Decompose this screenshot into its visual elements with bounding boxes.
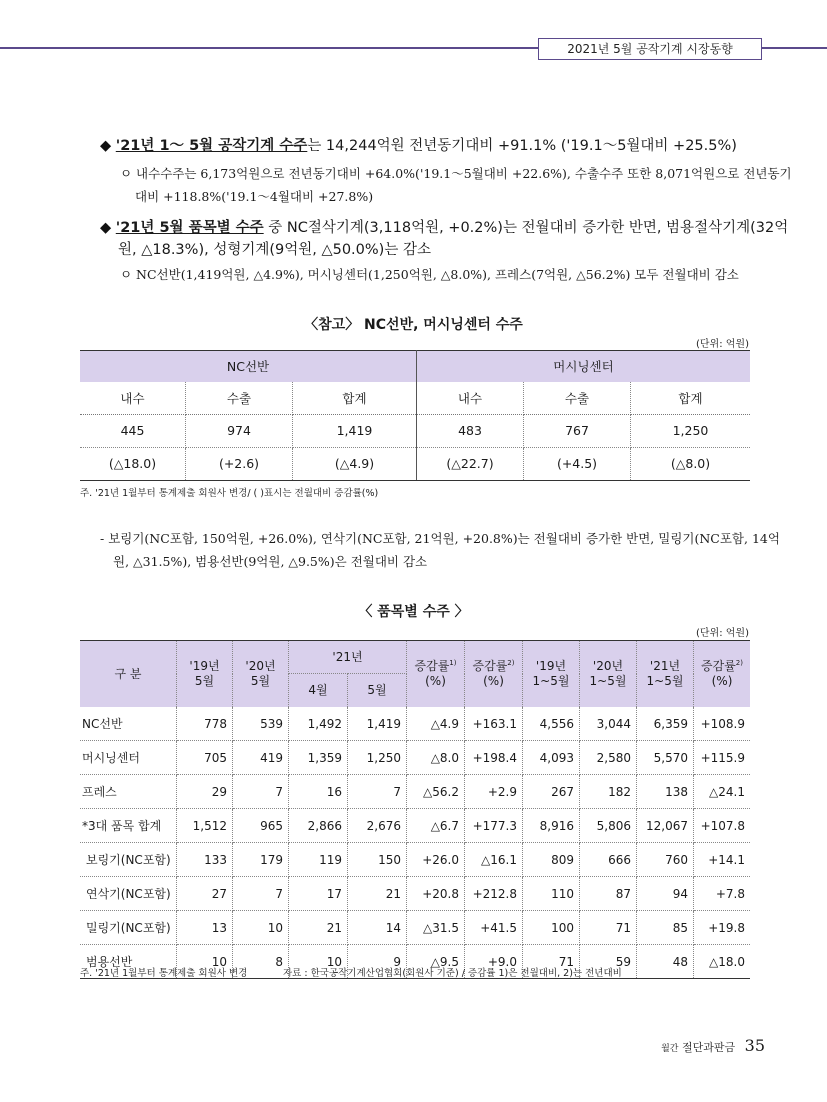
table-row [80, 843, 750, 877]
table-cell: +177.3 [465, 809, 523, 843]
bullet-2-text: 중 NC절삭기계(3,118억원, +0.2%)는 전월대비 증가한 반면, 범용절삭기계(32억 [263, 220, 789, 236]
table2-caption: 〈 품목별 수주 〉 [358, 604, 469, 620]
table-cell: +20.8 [407, 877, 465, 911]
table-cell: +7.8 [694, 877, 751, 911]
table-cell: 2,866 [289, 809, 348, 843]
table-cell: 138 [637, 775, 694, 809]
bullet-2-heading: '21년 5월 품목별 수주 [115, 220, 264, 236]
table-cell: 2,580 [580, 741, 637, 775]
diamond-bullet-icon: ◆ [100, 220, 112, 236]
table1-col: 합계 [293, 382, 417, 415]
table-cell: +212.8 [465, 877, 523, 911]
bullet-2 [100, 216, 788, 237]
table-row [80, 809, 750, 843]
bullet-2-sub: ㅇ NC선반(1,419억원, △4.9%), 머시닝센터(1,250억원, △8.0%), 프레스(7억원, △56.2%) 모두 전월대비 감소 [120, 267, 739, 282]
table-cell: 7 [348, 775, 407, 809]
table-cell: 87 [580, 877, 637, 911]
table2-h-rate1: 증감률$^{1)}$ (%) [407, 641, 465, 708]
table-cell: 2,676 [348, 809, 407, 843]
table-cell: +41.5 [465, 911, 523, 945]
table-cell: 17 [289, 877, 348, 911]
table-cell: +26.0 [407, 843, 465, 877]
bullet-1-sub-line2: 대비 +118.8%('19.1～4월대비 +27.8%) [135, 189, 374, 204]
table-cell: 5,806 [580, 809, 637, 843]
table2-h-rate3: 증감률$^{2)}$ (%) [694, 641, 751, 708]
diamond-bullet-icon: ◆ [100, 138, 112, 154]
table-cell: +19.8 [694, 911, 751, 945]
table-cell: △9.5 [407, 945, 465, 979]
table-cell: 539 [233, 707, 289, 741]
table1-note: 주. '21년 1월부터 통계제출 회원사 변경/ ( )표시는 전월대비 증감률(%) [80, 488, 379, 499]
bullet-2-line2: 원, △18.3%), 성형기계(9억원, △50.0%)는 감소 [118, 242, 431, 258]
bullet-1-heading: '21년 1～ 5월 공작기계 수주 [115, 138, 308, 154]
table1-cell: 767 [524, 414, 631, 447]
table-cell: 760 [637, 843, 694, 877]
row-label: 밀링기(NC포함) [80, 911, 177, 945]
table1-cell: 483 [417, 414, 524, 447]
table-cell: 1,250 [348, 741, 407, 775]
table-cell: 3,044 [580, 707, 637, 741]
bullet-1-sub-line1: ㅇ 내수수주는 6,173억원으로 전년동기대비 +64.0%('19.1～5월대비 +22.6%), 수출수주 또한 8,071억원으로 전년동기 [120, 166, 792, 181]
table1-caption: 〈참고〉 NC선반, 머시닝센터 수주 [304, 317, 523, 333]
table-cell: 10 [233, 911, 289, 945]
table1-cell: 974 [186, 414, 293, 447]
table-cell: 71 [523, 945, 580, 979]
table-cell: 21 [348, 877, 407, 911]
table1-cell: 1,250 [631, 414, 751, 447]
table-cell: △4.9 [407, 707, 465, 741]
table1-cell: (+2.6) [186, 447, 293, 480]
table1-cell: (+4.5) [524, 447, 631, 480]
table-cell: 14 [348, 911, 407, 945]
table2-h-19b: '19년 1~5월 [523, 641, 580, 708]
table2-h-19: '19년 5월 [177, 641, 233, 708]
table1-cell: (△8.0) [631, 447, 751, 480]
table-cell: 119 [289, 843, 348, 877]
table-cell: 110 [523, 877, 580, 911]
table-row [80, 877, 750, 911]
table1-col: 수출 [524, 382, 631, 415]
table-cell: 100 [523, 911, 580, 945]
table-cell: 133 [177, 843, 233, 877]
table-cell: 8 [233, 945, 289, 979]
table1-cell: 1,419 [293, 414, 417, 447]
table1-col: 수출 [186, 382, 293, 415]
table-row [80, 775, 750, 809]
table-cell: 809 [523, 843, 580, 877]
table-cell: +107.8 [694, 809, 751, 843]
table-cell: 9 [348, 945, 407, 979]
table-cell: △8.0 [407, 741, 465, 775]
table-cell: 6,359 [637, 707, 694, 741]
row-label: *3대 품목 합계 [80, 809, 177, 843]
table-cell: +14.1 [694, 843, 751, 877]
table2-h-20b: '20년 1~5월 [580, 641, 637, 708]
magazine-name: 절단과판금 [682, 1041, 736, 1054]
table-cell: +9.0 [465, 945, 523, 979]
section-title: 2021년 5월 공작기계 시장동향 [538, 38, 762, 60]
table-cell: 179 [233, 843, 289, 877]
table2-h-gubun: 구 분 [80, 641, 177, 708]
table-cell: 778 [177, 707, 233, 741]
table2-h-apr: 4월 [289, 674, 348, 708]
table1-group-nc: NC선반 [80, 351, 417, 382]
table-cell: 13 [177, 911, 233, 945]
table1-group-mc: 머시닝센터 [553, 359, 614, 375]
table2 [80, 640, 750, 979]
table-cell: 5,570 [637, 741, 694, 775]
table1-cell: (△18.0) [80, 447, 186, 480]
table-cell: 8,916 [523, 809, 580, 843]
dash-line2: 원, △31.5%), 범용선반(9억원, △9.5%)은 전월대비 감소 [113, 554, 428, 569]
table-cell: 10 [177, 945, 233, 979]
table-cell: 1,419 [348, 707, 407, 741]
table2-h-21b: '21년 1~5월 [637, 641, 694, 708]
table-cell: 1,359 [289, 741, 348, 775]
table-cell: 182 [580, 775, 637, 809]
table-cell: 705 [177, 741, 233, 775]
table-cell: +163.1 [465, 707, 523, 741]
table1-col: 내수 [417, 382, 524, 415]
table-cell: 7 [233, 877, 289, 911]
table1-cell: 445 [80, 414, 186, 447]
row-label: 프레스 [80, 775, 177, 809]
table-cell: 16 [289, 775, 348, 809]
table-cell: 1,492 [289, 707, 348, 741]
page-footer [661, 1036, 765, 1055]
table-cell: 21 [289, 911, 348, 945]
table1-cell: (△22.7) [417, 447, 524, 480]
table-cell: 10 [289, 945, 348, 979]
table-cell: 29 [177, 775, 233, 809]
table1-col: 합계 [631, 382, 751, 415]
table1-col: 내수 [80, 382, 186, 415]
table-cell: 4,556 [523, 707, 580, 741]
dash-line1: - 보링기(NC포함, 150억원, +26.0%), 연삭기(NC포함, 21억원, +20.8%)는 전월대비 증가한 반면, 밀링기(NC포함, 14억 [100, 531, 780, 546]
table-cell: 12,067 [637, 809, 694, 843]
row-label: 보링기(NC포함) [80, 843, 177, 877]
row-label: 범용선반 [80, 945, 177, 979]
table-cell: △31.5 [407, 911, 465, 945]
table1-unit: (단위: 억원) [696, 339, 749, 350]
table-cell: △56.2 [407, 775, 465, 809]
table-cell: +2.9 [465, 775, 523, 809]
table-cell: 150 [348, 843, 407, 877]
table-cell: +198.4 [465, 741, 523, 775]
table-cell: 1,512 [177, 809, 233, 843]
table-cell: +108.9 [694, 707, 751, 741]
table1-cell: (△4.9) [293, 447, 417, 480]
table-cell: 7 [233, 775, 289, 809]
table1 [80, 350, 750, 481]
table-cell: △16.1 [465, 843, 523, 877]
table-cell: +115.9 [694, 741, 751, 775]
row-label: NC선반 [80, 707, 177, 741]
table-row [80, 741, 750, 775]
row-label: 연삭기(NC포함) [80, 877, 177, 911]
table-row [80, 911, 750, 945]
table-cell: 71 [580, 911, 637, 945]
table-cell: 27 [177, 877, 233, 911]
table-cell: 965 [233, 809, 289, 843]
row-label: 머시닝센터 [80, 741, 177, 775]
table-cell: 48 [637, 945, 694, 979]
table-cell: △6.7 [407, 809, 465, 843]
table2-h-21: '21년 [289, 641, 407, 674]
table-cell: △24.1 [694, 775, 751, 809]
table2-h-20: '20년 5월 [233, 641, 289, 708]
table2-note1: 주. '21년 1월부터 통계제출 회원사 변경 [80, 968, 248, 979]
table2-unit: (단위: 억원) [696, 628, 749, 639]
table-cell: 666 [580, 843, 637, 877]
bullet-1-text: 는 14,244억원 전년동기대비 +91.1% ('19.1～5월대비 +25.5%) [307, 138, 737, 154]
table-cell: 85 [637, 911, 694, 945]
bullet-1 [100, 134, 737, 155]
table-cell: 419 [233, 741, 289, 775]
table2-h-may: 5월 [348, 674, 407, 708]
table-row [80, 707, 750, 741]
table-cell: 94 [637, 877, 694, 911]
table-cell: 267 [523, 775, 580, 809]
table2-note2: 자료 : 한국공작기계산업협회(회원사 기준) / 증감률 1)은 전월대비, 2)는 전년대비 [283, 968, 622, 979]
table-cell: 4,093 [523, 741, 580, 775]
table-cell: △18.0 [694, 945, 751, 979]
table-cell: 59 [580, 945, 637, 979]
table2-h-rate2: 증감률$^{2)}$ (%) [465, 641, 523, 708]
magazine-prefix: 월간 [661, 1044, 679, 1054]
page-number: 35 [744, 1036, 765, 1055]
